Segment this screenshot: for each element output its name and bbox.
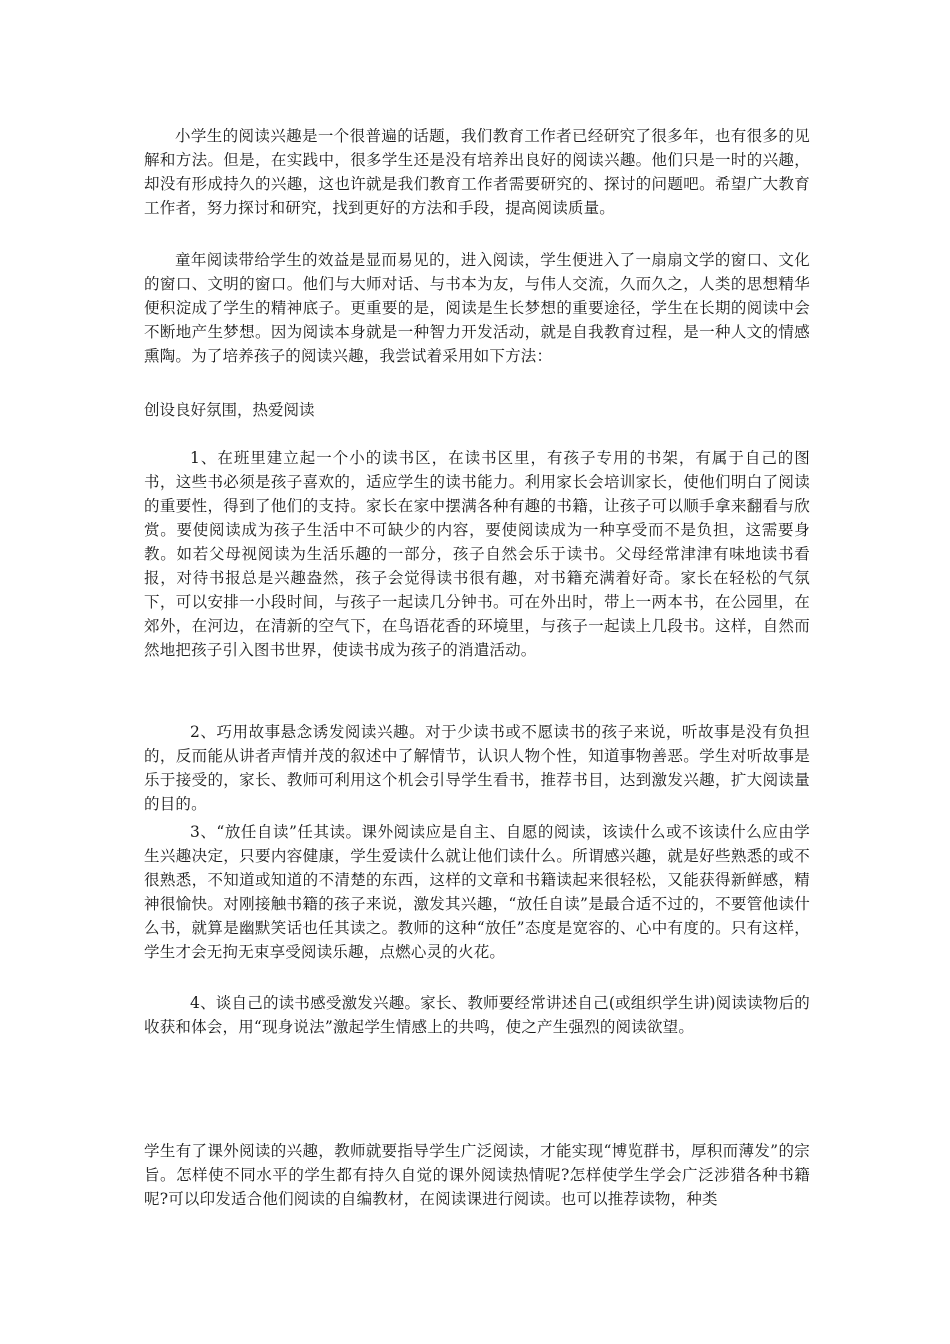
intro-paragraph: 小学生的阅读兴趣是一个很普遍的话题，我们教育工作者已经研究了很多年，也有很多的见解和方法。但是，在实践中，很多学生还是没有培养出良好的阅读兴趣。他们只是一时的兴趣，却没有形成持久的兴趣，这也许就是我们教育工作者需要研究的、探讨的问题吧。希望广大教育工作者，努力探讨和研究，找到更好的方法和手段，提高阅读质量。 [144, 127, 810, 217]
closing-paragraph: 学生有了课外阅读的兴趣，教师就要指导学生广泛阅读，才能实现“博览群书，厚积而薄发”的宗旨。怎样使不同水平的学生都有持久自觉的课外阅读热情呢?怎样使学生学会广泛涉猎各种书籍呢?可以印发适合他们阅读的自编教材，在阅读课进行阅读。也可以推荐读物，种类 [144, 1142, 810, 1208]
section-heading: 创设良好氛围，热爱阅读 [144, 401, 315, 419]
method-item-4: 4、谈自己的读书感受激发兴趣。家长、教师要经常讲述自己(或组织学生讲)阅读读物后的收获和体会，用“现身说法”激起学生情感上的共鸣，使之产生强烈的阅读欲望。 [144, 994, 810, 1036]
method-item-3: 3、“放任自读”任其读。课外阅读应是自主、自愿的阅读，该读什么或不该读什么应由学生兴趣决定，只要内容健康，学生爱读什么就让他们读什么。所谓感兴趣，就是好些熟悉的或不很熟悉，不知道或知道的不清楚的东西，这样的文章和书籍读起来很轻松，又能获得新鲜感，精神很愉快。对刚接触书籍的孩子来说，激发其兴趣，“放任自读”是最合适不过的，不要管他读什么书，就算是幽默笑话也任其读之。教师的这种“放任”态度是宽容的、心中有度的。只有这样，学生才会无拘无束享受阅读乐趣，点燃心灵的火花。 [144, 823, 810, 961]
benefits-paragraph: 童年阅读带给学生的效益是显而易见的，进入阅读，学生便进入了一扇扇文学的窗口、文化的窗口、文明的窗口。他们与大师对话、与书本为友，与伟人交流，久而久之，人类的思想精华便积淀成了学生的精神底子。更重要的是，阅读是生长梦想的重要途径，学生在长期的阅读中会不断地产生梦想。因为阅读本身就是一种智力开发活动，就是自我教育过程，是一种人文的情感熏陶。为了培养孩子的阅读兴趣，我尝试着采用如下方法： [144, 251, 810, 365]
method-item-2: 2、巧用故事悬念诱发阅读兴趣。对于少读书或不愿读书的孩子来说，听故事是没有负担的，反而能从讲者声情并茂的叙述中了解情节，认识人物个性，知道事物善恶。学生对听故事是乐于接受的，家长、教师可利用这个机会引导学生看书，推荐书目，达到激发兴趣，扩大阅读量的目的。 [144, 723, 810, 813]
method-item-1: 1、在班里建立起一个小的读书区，在读书区里，有孩子专用的书架，有属于自己的图书，这些书必须是孩子喜欢的，适应学生的读书能力。利用家长会培训家长，使他们明白了阅读的重要性，得到了他们的支持。家长在家中摆满各种有趣的书籍，让孩子可以顺手拿来翻看与欣赏。要使阅读成为孩子生活中不可缺少的内容，要使阅读成为一种享受而不是负担，这需要身教。如若父母视阅读为生活乐趣的一部分，孩子自然会乐于读书。父母经常津津有味地读书看报，对待书报总是兴趣盎然，孩子会觉得读书很有趣，对书籍充满着好奇。家长在轻松的气氛下，可以安排一小段时间，与孩子一起读几分钟书。可在外出时，带上一两本书，在公园里，在郊外，在河边，在清新的空气下，在鸟语花香的环境里，与孩子一起读上几段书。这样，自然而然地把孩子引入图书世界，使读书成为孩子的消遣活动。 [144, 449, 810, 659]
